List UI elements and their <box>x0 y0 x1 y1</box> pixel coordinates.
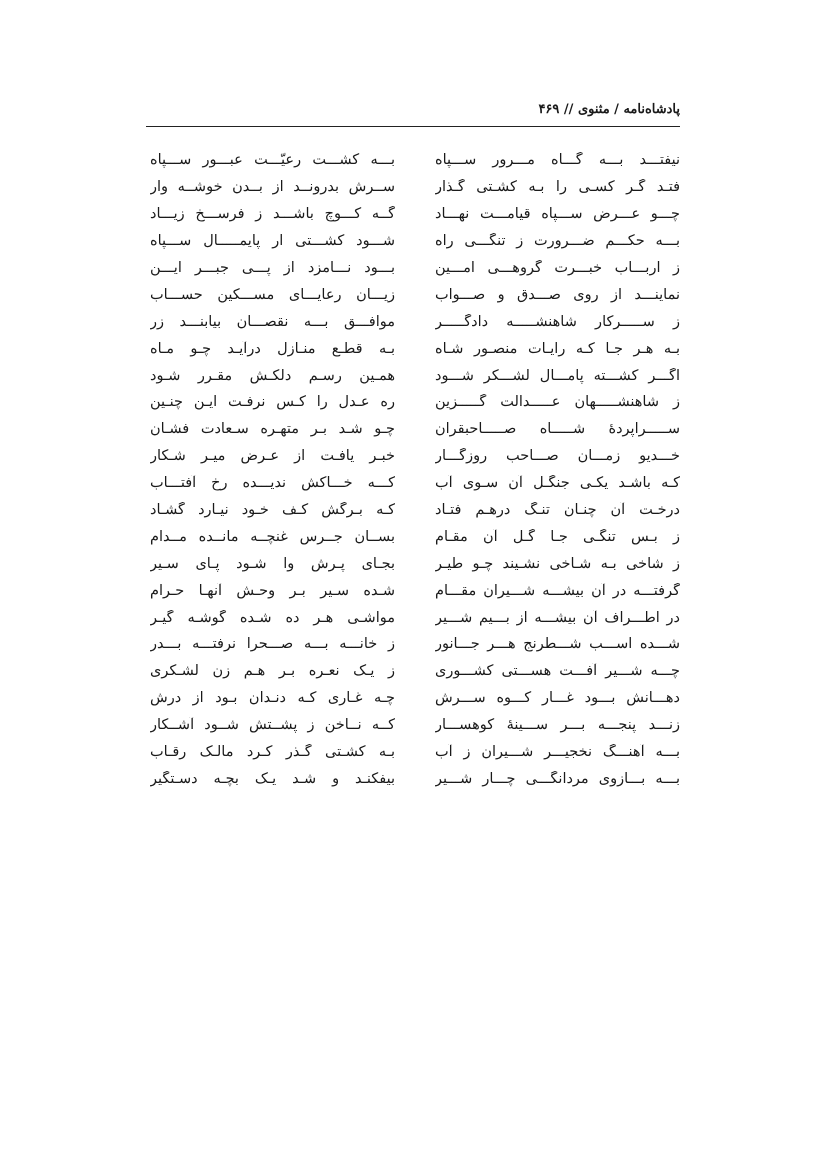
hemistich-right: نیفتـــد بـــه گـــاه مـــرور ســـپاه <box>435 152 680 169</box>
couplet <box>150 577 680 604</box>
couplet <box>150 604 680 631</box>
couplet <box>150 255 680 282</box>
hemistich-left: ســرش بدرونــد از بــدن خوشــه وار <box>150 179 395 196</box>
hemistich-left: ز یـک نعـره بـر هـم زن لشـکری <box>150 663 395 680</box>
hemistich-left: همـین رسـم دلکـش مقـرر شـود <box>150 367 395 384</box>
hemistich-left: بـــه کشـــت رعیّـــت عبـــور ســـپاه <box>150 152 395 169</box>
poem-body <box>150 147 680 792</box>
hemistich-right: ز شاهنشـــــهان عـــــدالت گـــــزین <box>435 394 680 411</box>
hemistich-right: ز بـس تنگـی جـا گـل آن مقـام <box>435 528 680 545</box>
hemistich-right: خـــدیو زمـــان صـــاحب روزگـــار <box>435 448 680 465</box>
hemistich-left: شـده سـیر بـر وحـش آنهـا حـرام <box>150 582 395 599</box>
hemistich-right: نماینـــد از روی صـــدق و صـــواب <box>435 286 680 303</box>
hemistich-left: گــه کـــوچ باشـــد ز فرســـخ زیـــاد <box>150 206 395 223</box>
hemistich-left: کـه بـرگش کـف خـود نیـارد گشـاد <box>150 502 395 519</box>
hemistich-right: فتـد گـر کسـی را بـه کشـتی گـذار <box>435 179 680 196</box>
hemistich-left: ز خانـــه بـــه صـــحرا نرفتـــه بـــدر <box>150 636 395 653</box>
hemistich-right: بـــه حکـــم ضـــرورت ز تنگـــی راه <box>435 233 680 250</box>
couplet <box>150 739 680 766</box>
couplet <box>150 443 680 470</box>
hemistich-left: شـــود کشـــتی ار پایمـــــال ســـپاه <box>150 233 395 250</box>
hemistich-left: بـه قطـع منـازل درآیـد چـو مـاه <box>150 340 395 357</box>
couplet <box>150 765 680 792</box>
hemistich-right: در اطـــراف آن بیشـــه از بـــیم شـــیر <box>435 609 680 626</box>
hemistich-left: خبـر یافـت از عـرض میـر شـکار <box>150 448 395 465</box>
couplet <box>150 335 680 362</box>
hemistich-right: ز شاخی بـه شـاخی نشـیند چـو طیـر <box>435 555 680 572</box>
hemistich-right: بـــه بـــازوی مردانگـــی چـــار شـــیر <box>435 770 680 787</box>
hemistich-left: ره عـدل را کـس نرفـت ایـن چنـین <box>150 394 395 411</box>
hemistich-left: بجـای پـرش وا شـود پـای سـیر <box>150 555 395 572</box>
hemistich-left: چـو شـد بـر متهـره سـعادت فشـان <box>150 421 395 438</box>
hemistich-left: کــه نــاخن ز پشــتش شــود آشــکار <box>150 717 395 734</box>
couplet <box>150 658 680 685</box>
hemistich-right: زنـــد پنجـــه بـــر ســـینهٔ کوهســـار <box>435 717 680 734</box>
couplet <box>150 362 680 389</box>
couplet <box>150 712 680 739</box>
hemistich-right: اگـــر کشـــته پامـــال لشـــکر شـــود <box>435 367 680 384</box>
hemistich-left: بـــود نـــامزد از پـــی جبـــر ایـــن <box>150 260 395 276</box>
hemistich-left: بســان جــرس غنچــه مانــده مــدام <box>150 528 395 545</box>
hemistich-right: درخـت آن چنـان تنـگ درهـم فتـاد <box>435 502 680 519</box>
hemistich-left: زیـــان رعایـــای مســـکین حســـاب <box>150 286 395 303</box>
couplet <box>150 550 680 577</box>
hemistich-right: دهـــانش بـــود غـــار کـــوه ســـرش <box>435 690 680 707</box>
hemistich-left: بـه کشـتی گـذر کـرد مالـک رقـاب <box>150 744 395 761</box>
couplet <box>150 685 680 712</box>
couplet <box>150 416 680 443</box>
hemistich-right: شـــده اســـب شـــطرنج هـــر جـــانور <box>435 636 680 653</box>
hemistich-left: چـه غـاری کـه دنـدان بـود از درش <box>150 690 395 707</box>
couplet <box>150 281 680 308</box>
couplet <box>150 201 680 228</box>
hemistich-left: موافـــق بـــه نقصـــان بیابنـــد زر <box>150 313 395 330</box>
couplet <box>150 631 680 658</box>
hemistich-right: گرفتـــه در آن بیشـــه شـــیران مقـــام <box>435 582 680 599</box>
hemistich-right: بـه هـر جـا کـه رایـات منصـور شـاه <box>435 340 680 357</box>
couplet <box>150 308 680 335</box>
couplet <box>150 497 680 524</box>
hemistich-right: چـــه شـــیر آفـــت هســـتی کشـــوری <box>435 663 680 680</box>
hemistich-right: کـه باشـد یکـی جنگـل آن سـوی آب <box>435 475 680 492</box>
hemistich-left: مواشـی هـر ده شـده گوشـه گیـر <box>150 609 395 626</box>
running-title: پادشاه‌نامه / مثنوی // ۴۶۹ <box>538 102 680 117</box>
couplet <box>150 147 680 174</box>
hemistich-right: چـــو عـــرض ســـپاه قیامـــت نهـــاد <box>435 206 680 223</box>
hemistich-right: بـــه آهنـــگ نخجیـــر شـــیران ز آب <box>435 744 680 761</box>
hemistich-right: ز ســـــرکار شاهنشـــــه دادگـــــر <box>435 313 680 330</box>
hemistich-left: کـــه خـــاکش ندیـــده رخ آفتـــاب <box>150 475 395 492</box>
page-header <box>146 98 680 127</box>
couplet <box>150 470 680 497</box>
couplet <box>150 389 680 416</box>
couplet <box>150 228 680 255</box>
couplet <box>150 523 680 550</box>
hemistich-left: بیفکنـد و شـد یـک بچـه دسـتگیر <box>150 770 395 787</box>
couplet <box>150 174 680 201</box>
hemistich-right: ز اربـــاب خبـــرت گروهـــی امـــین <box>435 260 680 276</box>
hemistich-right: ســـــراپردهٔ شـــــاه صـــــاحبقران <box>435 421 680 438</box>
